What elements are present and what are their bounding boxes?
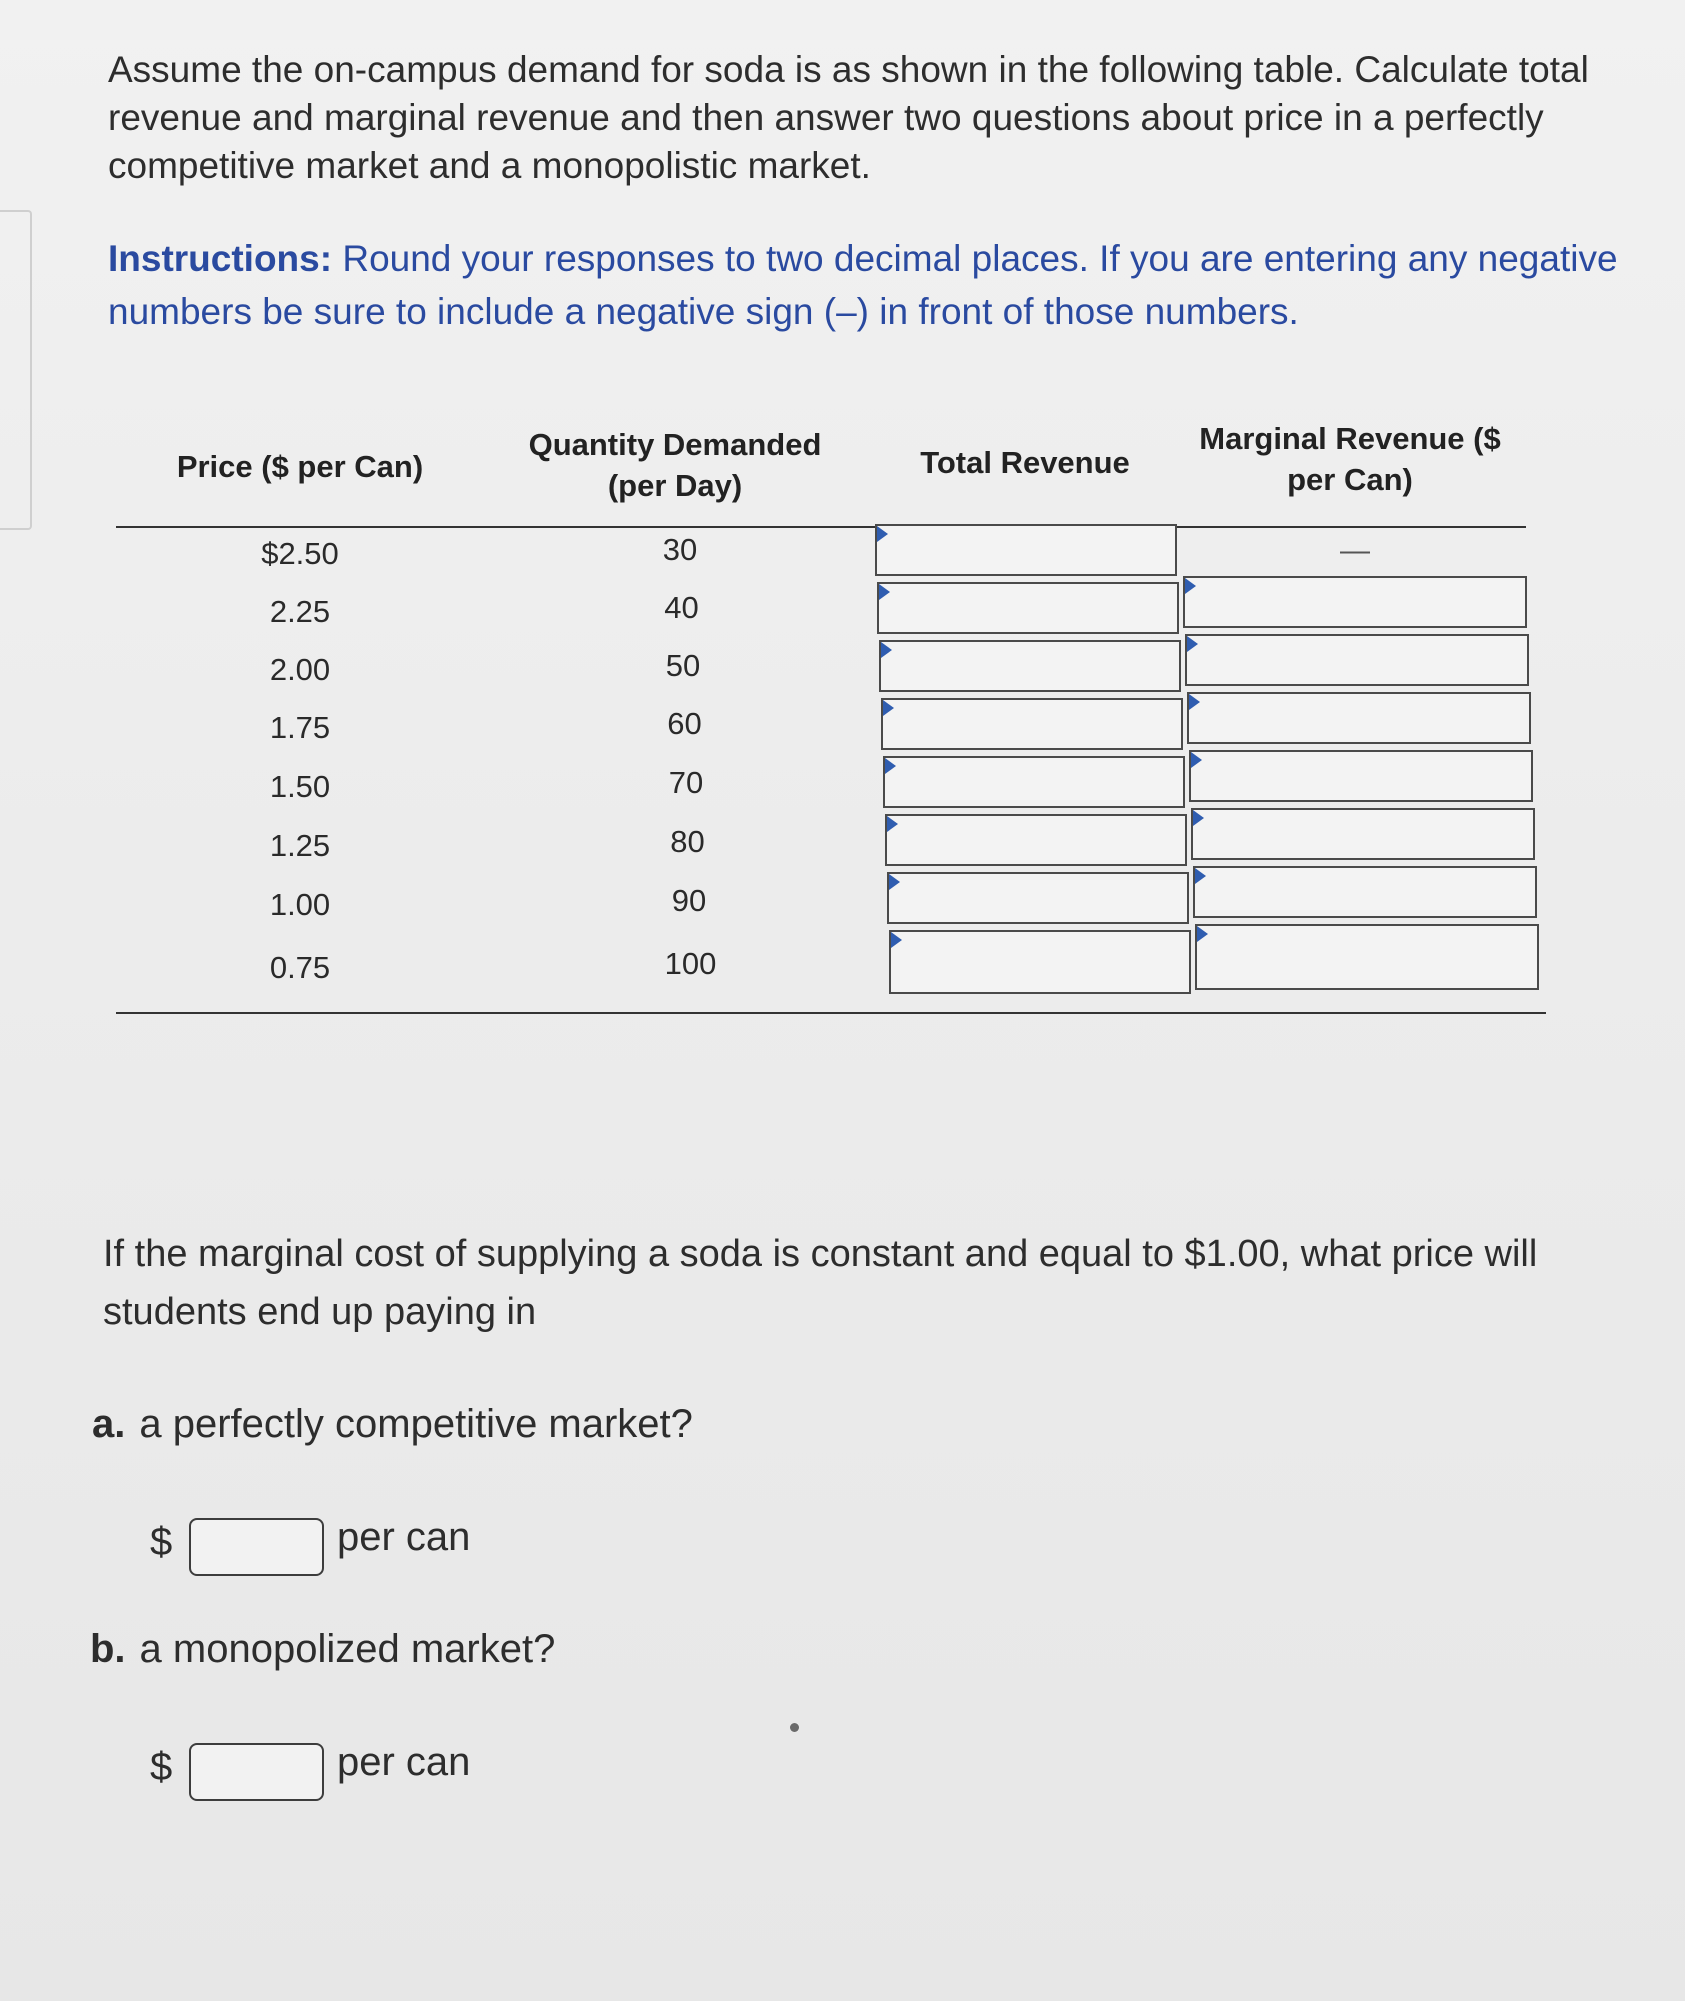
flag-marker [1185,578,1196,594]
input-flag-icon [891,932,903,948]
instructions-paragraph [108,232,1628,338]
question-a-unit: per can [337,1515,471,1559]
header-price: Price ($ per Can) [176,449,424,484]
question-a-currency: $ [150,1520,173,1564]
flag-marker [891,932,902,948]
header-quantity-line1: Quantity Demanded [528,427,822,462]
flag-marker [879,584,890,600]
header-quantity-line2: (per Day) [607,468,743,503]
input-flag-icon [883,700,895,716]
input-flag-icon [1195,868,1207,884]
price-cell: 2.25 [269,594,331,629]
marginal-revenue-input[interactable] [1189,750,1533,802]
price-cell: 1.50 [269,769,331,804]
marginal-revenue-input[interactable] [1191,808,1535,860]
quantity-cell: 80 [670,824,705,859]
flag-marker [1193,810,1204,826]
price-cell: 2.00 [269,652,331,687]
flag-marker [887,816,898,832]
input-flag-icon [1189,694,1201,710]
flag-marker [1195,868,1206,884]
input-flag-icon [877,526,889,542]
header-total-revenue: Total Revenue [920,445,1130,480]
quantity-cell: 70 [668,765,704,800]
input-flag-icon [885,758,897,774]
total-revenue-input[interactable] [883,756,1185,808]
total-revenue-input[interactable] [885,814,1187,866]
question-b [90,1627,555,1672]
price-cell: 0.75 [269,950,331,985]
paper-speck [790,1723,799,1732]
price-cell: $2.50 [261,536,339,571]
question-b-currency: $ [150,1745,173,1789]
total-revenue-input[interactable] [875,524,1177,576]
input-flag-icon [889,874,901,890]
quantity-cell: 60 [667,706,702,741]
header-mr-line2: per Can) [1287,462,1413,497]
input-flag-icon [1197,926,1209,942]
marginal-revenue-input[interactable] [1195,924,1539,990]
question-a-letter: a. [92,1402,126,1446]
quantity-cell: 40 [664,590,699,625]
price-cell: 1.75 [269,710,331,745]
flag-marker [1187,636,1198,652]
total-revenue-input[interactable] [879,640,1181,692]
table-bottom-rule [116,1012,1546,1014]
flag-marker [1197,926,1208,942]
input-flag-icon [1185,578,1197,594]
marginal-revenue-input[interactable] [1187,692,1531,744]
input-flag-icon [887,816,899,832]
flag-marker [885,758,896,774]
flag-marker [889,874,900,890]
marginal-revenue-input[interactable] [1193,866,1537,918]
flag-marker [877,526,888,542]
instructions-text: Round your responses to two decimal places. If you are entering any negative numbers be sure to include a negative sign (–) in front of those numbers. [108,238,1618,332]
input-flag-icon [1191,752,1203,768]
quantity-cell: 30 [662,532,698,567]
total-revenue-input[interactable] [881,698,1183,750]
flag-marker [883,700,894,716]
total-revenue-input[interactable] [887,872,1189,924]
flag-marker [881,642,892,658]
answer-b-input[interactable] [189,1743,324,1801]
flag-marker [1189,694,1200,710]
header-marginal-revenue [1180,418,1520,500]
input-flag-icon [879,584,891,600]
question-b-text: a monopolized market? [139,1627,556,1671]
input-flag-icon [881,642,893,658]
quantity-cell: 50 [665,648,701,683]
question-a [92,1402,693,1447]
total-revenue-input[interactable] [877,582,1179,634]
question-b-letter: b. [90,1627,126,1671]
question-text: If the marginal cost of supplying a soda is constant and equal to $1.00, what price will students end up paying in [103,1233,1538,1333]
flag-marker [1191,752,1202,768]
instructions-label: Instructions: [108,238,333,279]
total-revenue-input[interactable] [889,930,1191,994]
first-row-mr-dash: — [1340,534,1370,567]
price-cell: 1.25 [269,828,331,863]
header-mr-line1: Marginal Revenue ($ [1199,421,1501,456]
intro-paragraph: Assume the on-campus demand for soda is as shown in the following table. Calculate total revenue and marginal revenue and then answer two questions about price in a perfectly competitive market and a monopolistic market. [108,49,1589,186]
answer-a-input[interactable] [189,1518,324,1576]
header-quantity [500,424,850,506]
quantity-cell: 90 [671,883,707,918]
question-a-text: a perfectly competitive market? [139,1402,693,1446]
marginal-revenue-input[interactable] [1185,634,1529,686]
quantity-cell: 100 [664,946,717,981]
price-cell: 1.00 [269,887,331,922]
marginal-revenue-input[interactable] [1183,576,1527,628]
page-edge-frame [0,210,32,530]
input-flag-icon [1187,636,1199,652]
table-header-rule [116,526,1526,528]
input-flag-icon [1193,810,1205,826]
question-b-unit: per can [337,1740,471,1784]
